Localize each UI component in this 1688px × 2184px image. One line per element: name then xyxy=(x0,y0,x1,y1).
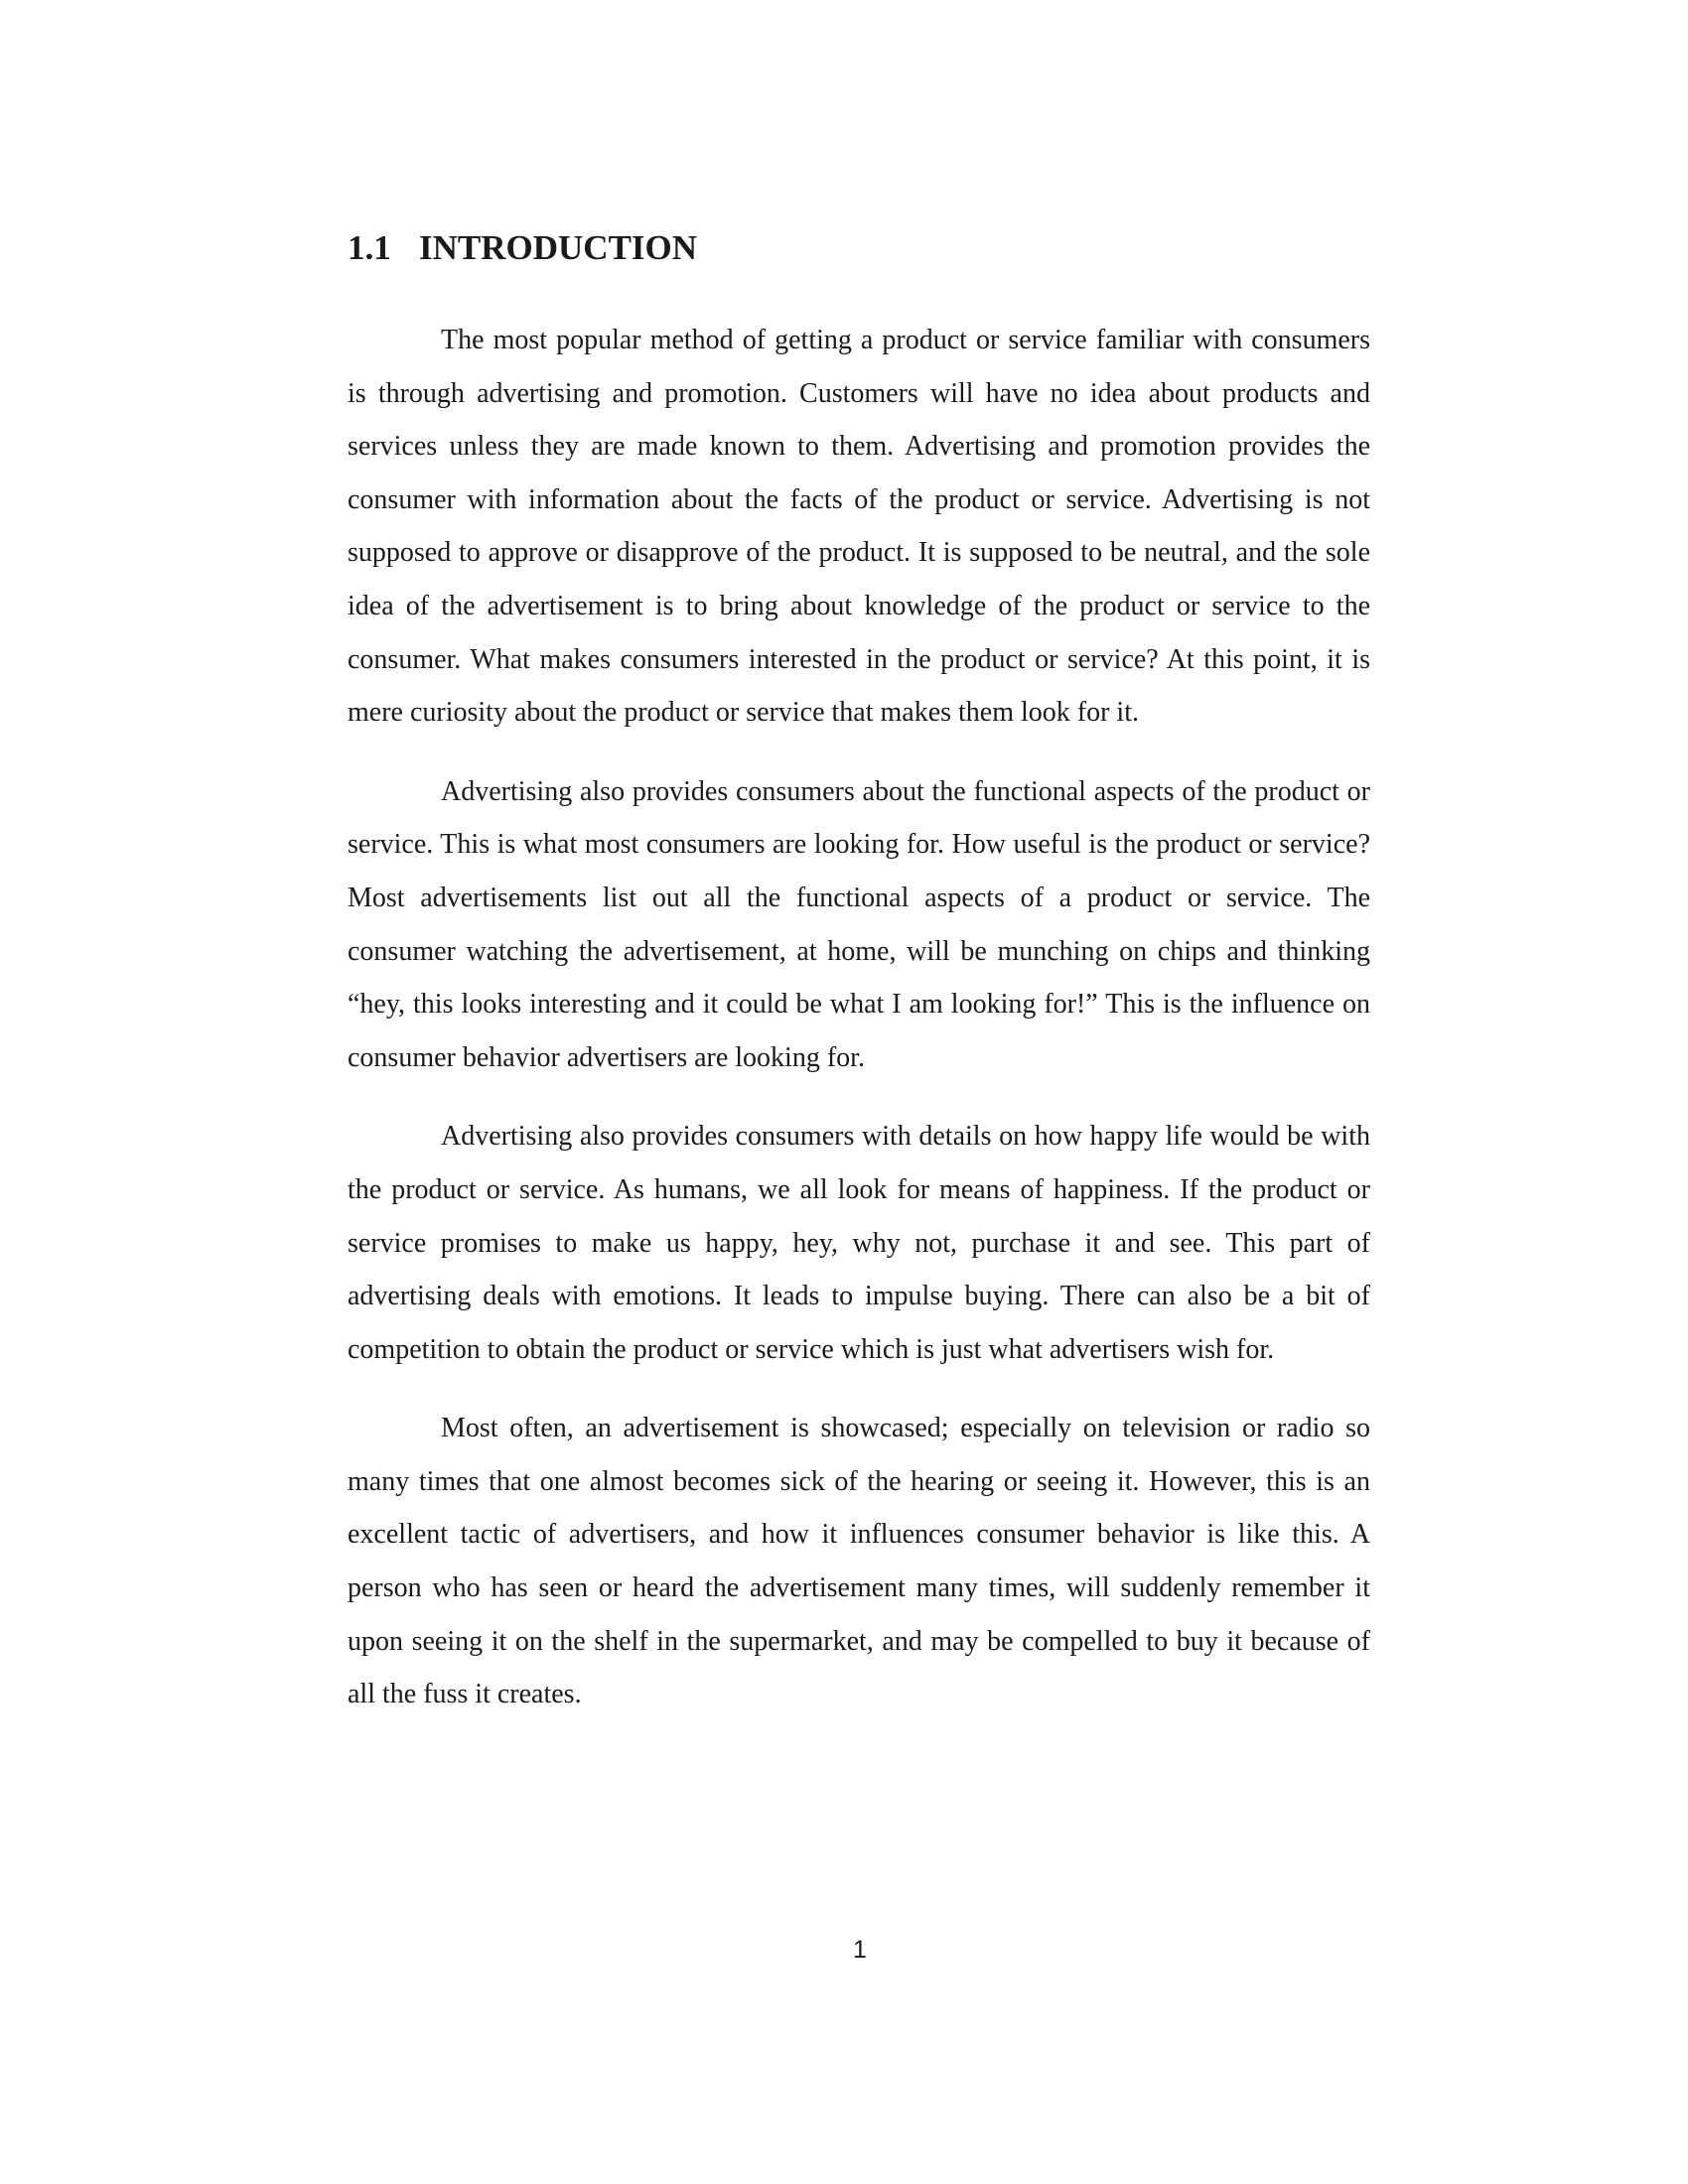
section-number: 1.1 xyxy=(348,228,391,267)
paragraph-2: Advertising also provides consumers about the functional aspects of the product or service. This is what most consumers are looking for. How useful is the product or service? Most advertisements list out all the functional aspects of a product or service. The consumer watching the advertisement, at home, will be munching on chips and thinking “hey, this looks interesting and it could be what I am looking for!” This is the influence on consumer behavior advertisers are looking for. xyxy=(348,775,1370,1073)
section-heading xyxy=(348,226,697,270)
paragraph-4: Most often, an advertisement is showcased; especially on television or radio so many times that one almost becomes sick of the hearing or seeing it. However, this is an excellent tactic of advertisers, and how it influences consumer behavior is like this. A person who has seen or heard the advertisement many times, will suddenly remember it upon seeing it on the shelf in the supermarket, and may be compelled to buy it because of all the fuss it creates. xyxy=(348,1413,1370,1710)
paragraph-1: The most popular method of getting a product or service familiar with consumers is through advertising and promotion. Customers will have no idea about products and services unless they are made known to them. Advertising and promotion provides the consumer with information about the facts of the product or service. Advertising is not supposed to approve or disapprove of the product. It is supposed to be neutral, and the sole idea of the advertisement is to bring about knowledge of the product or service to the consumer. What makes consumers interested in the product or service? At this point, it is mere curiosity about the product or service that makes them look for it. xyxy=(348,325,1370,729)
page-number: 1 xyxy=(853,1936,867,1964)
paragraph-3: Advertising also provides consumers with details on how happy life would be with the product or service. As humans, we all look for means of happiness. If the product or service promises to make us happy, hey, why not, purchase it and see. This part of advertising deals with emotions. It leads to impulse buying. There can also be a bit of competition to obtain the product or service which is just what advertisers wish for. xyxy=(348,1121,1370,1365)
body-text xyxy=(348,314,1370,1747)
section-title: INTRODUCTION xyxy=(419,228,698,267)
